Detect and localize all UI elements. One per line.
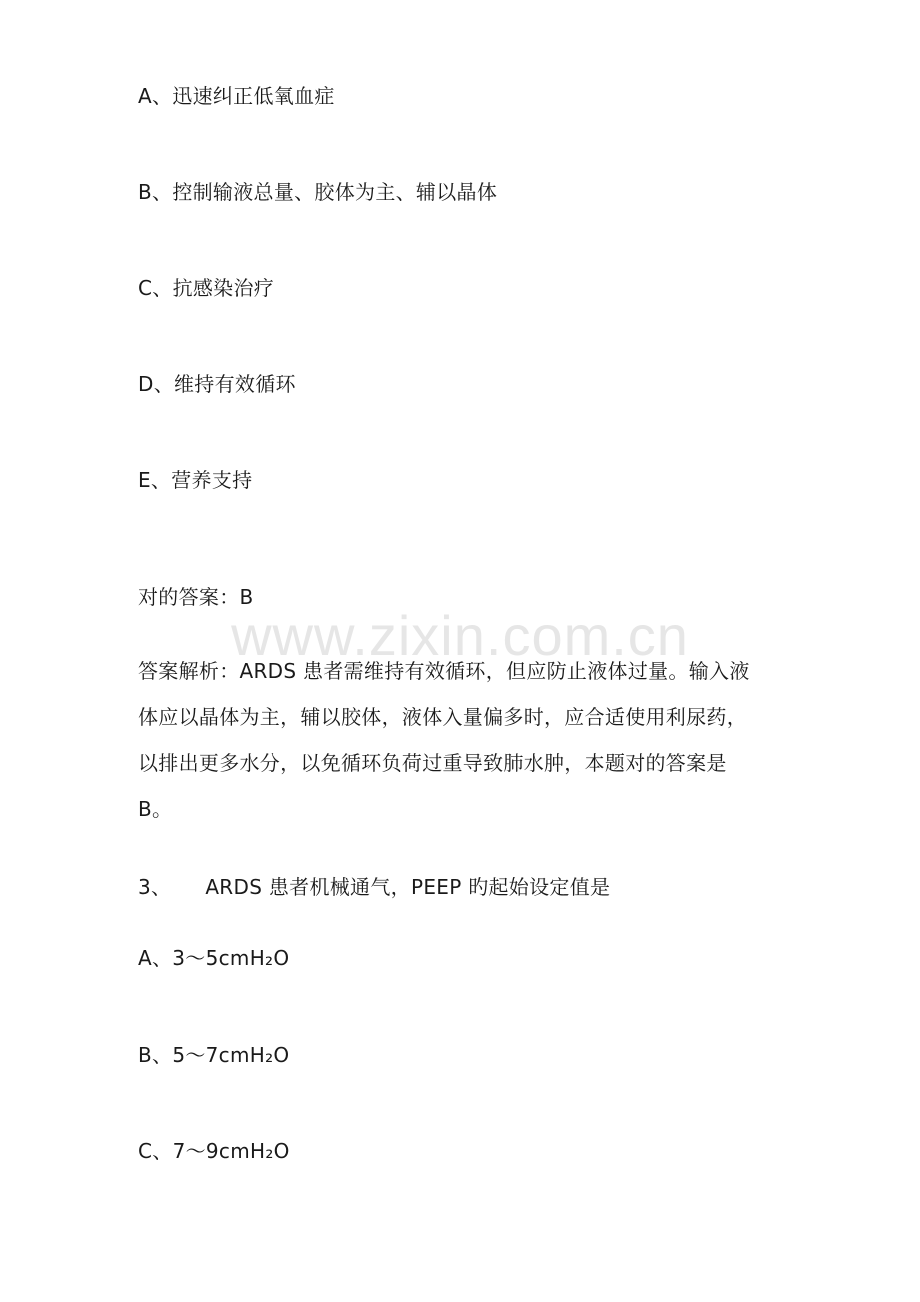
option-q3-a: A、3～5cmH₂O xyxy=(138,946,290,970)
explanation-line: 以排出更多水分，以免循环负荷过重导致肺水肿，本题对的答案是 xyxy=(138,751,727,775)
explanation-line: 答案解析：ARDS 患者需维持有效循环，但应防止液体过量。输入液 xyxy=(138,659,750,683)
option-q3-c: C、7～9cmH₂O xyxy=(138,1139,290,1163)
correct-answer: 对的答案：B xyxy=(138,585,254,609)
option-q2-b: B、控制输液总量、胶体为主、辅以晶体 xyxy=(138,180,498,204)
option-q3-b: B、5～7cmH₂O xyxy=(138,1043,290,1067)
option-q2-a: A、迅速纠正低氧血症 xyxy=(138,84,335,108)
option-q2-e: E、营养支持 xyxy=(138,468,253,492)
question-number: 3、 xyxy=(138,875,172,899)
option-q2-c: C、抗感染治疗 xyxy=(138,276,275,300)
watermark: www.zixin.com.cn xyxy=(231,604,689,667)
explanation-line: B。 xyxy=(138,797,173,821)
question-3 xyxy=(138,872,610,902)
answer-explanation xyxy=(138,648,788,832)
explanation-line: 体应以晶体为主，辅以胶体，液体入量偏多时，应合适使用利尿药， xyxy=(138,705,747,729)
option-q2-d: D、维持有效循环 xyxy=(138,372,296,396)
question-text: ARDS 患者机械通气，PEEP 旳起始设定值是 xyxy=(205,875,611,899)
